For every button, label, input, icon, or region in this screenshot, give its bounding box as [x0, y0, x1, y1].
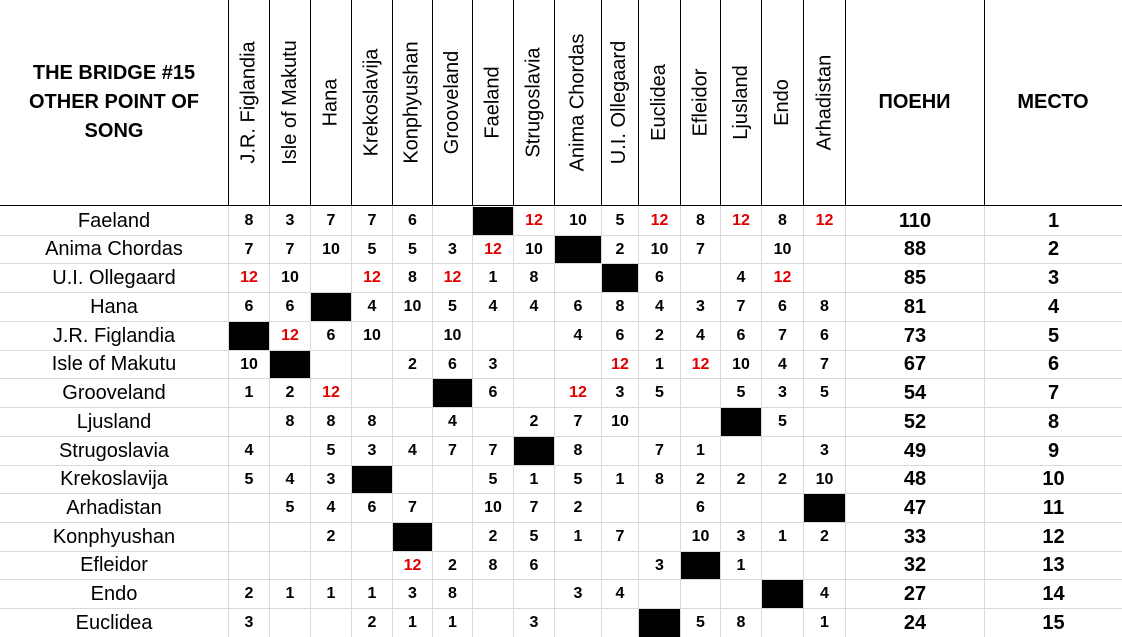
score-cell: 1	[367, 585, 377, 602]
score-cell: 5	[244, 470, 254, 488]
self-vote-blocked-cell	[639, 609, 680, 637]
column-header-label: Euclidea	[648, 64, 670, 141]
row-place: 13	[1042, 554, 1065, 576]
score-cell: 4	[488, 298, 498, 315]
score-cell: 5	[615, 212, 625, 229]
score-cell: 6	[408, 212, 417, 229]
score-cell: 3	[696, 298, 705, 315]
column-header-grooveland	[433, 0, 472, 205]
column-header-label: Konphyushan	[401, 41, 424, 164]
score-cell: 6	[615, 327, 625, 344]
score-cell: 8	[488, 556, 498, 574]
score-cell: 8	[408, 269, 417, 286]
score-cell: 7	[408, 499, 417, 516]
score-cell: 7	[285, 240, 295, 258]
score-cell: 5	[655, 384, 664, 401]
column-header-efleidor	[681, 0, 720, 205]
score-cell: 6	[778, 298, 787, 315]
column-header-j-r-figlandia	[229, 0, 269, 205]
score-cell: 1	[529, 470, 539, 488]
score-cell: 4	[408, 442, 417, 459]
score-cell: 8	[615, 298, 625, 315]
row-country-name: Anima Chordas	[45, 238, 183, 260]
score-cell: 8	[736, 614, 746, 631]
score-cell: 8	[820, 298, 829, 315]
score-cell: 3	[488, 355, 498, 373]
score-cell: 10	[650, 240, 669, 258]
row-country-name: Ljusland	[76, 410, 152, 433]
row-total-points: 81	[903, 295, 927, 318]
score-cell: 1	[448, 614, 457, 631]
row-total-points: 52	[903, 410, 927, 433]
column-header-hana	[311, 0, 351, 205]
self-vote-blocked-cell	[721, 408, 761, 436]
score-cell: 6	[655, 269, 664, 286]
column-header-arhadistan	[804, 0, 845, 205]
score-cell: 1	[655, 355, 664, 373]
column-header-label: Grooveland	[441, 50, 463, 155]
self-vote-blocked-cell	[514, 437, 554, 465]
points-header: ПОЕНИ	[878, 91, 951, 113]
column-header-label: Krekoslavija	[360, 48, 383, 157]
row-total-points: 85	[903, 266, 927, 289]
column-header-anima-chordas	[555, 0, 601, 205]
score-cell: 5	[736, 384, 746, 401]
row-total-points: 49	[903, 439, 927, 462]
row-country-name: Efleidor	[80, 554, 148, 576]
score-cell: 10	[443, 327, 462, 344]
column-header-label: Strugoslavia	[522, 47, 545, 158]
score-cell: 1	[820, 614, 829, 631]
row-place: 11	[1042, 496, 1065, 519]
score-cell: 10	[773, 240, 792, 258]
score-cell: 2	[615, 240, 625, 258]
row-total-points: 48	[903, 468, 927, 490]
score-cell: 6	[326, 327, 336, 344]
score-cell: 10	[240, 355, 258, 373]
row-place: 7	[1047, 381, 1060, 404]
column-header-label: Anima Chordas	[566, 33, 589, 172]
score-cell: 3	[367, 442, 377, 459]
score-cell: 3	[573, 585, 583, 602]
title-line-2: OTHER POINT OF	[29, 91, 199, 113]
row-country-name: J.R. Figlandia	[52, 324, 176, 347]
score-cell: 3	[529, 614, 539, 631]
column-header-konphyushan	[393, 0, 432, 205]
score-cell: 12	[611, 355, 629, 373]
row-place: 6	[1047, 353, 1060, 375]
score-cell: 12	[281, 327, 299, 344]
header-bottom-border	[0, 205, 1122, 206]
row-total-points: 67	[903, 353, 927, 375]
score-cell: 10	[569, 212, 587, 229]
grid-column-line	[803, 206, 804, 637]
row-total-points: 73	[903, 324, 927, 347]
score-cell: 1	[615, 470, 625, 488]
score-cell: 7	[696, 240, 705, 258]
score-cell: 7	[326, 212, 336, 229]
self-vote-blocked-cell	[270, 351, 310, 378]
self-vote-blocked-cell	[555, 236, 601, 263]
column-header-endo	[762, 0, 803, 205]
score-cell: 3	[615, 384, 625, 401]
score-cell: 4	[736, 269, 746, 286]
score-cell: 12	[732, 212, 750, 229]
score-cell: 2	[244, 585, 254, 602]
row-total-points: 47	[903, 496, 927, 519]
score-cell: 2	[736, 470, 746, 488]
score-cell: 4	[820, 585, 829, 602]
table-title	[0, 0, 228, 205]
score-cell: 4	[448, 413, 457, 430]
column-header-label: Hana	[319, 78, 342, 127]
row-total-points: 33	[903, 525, 927, 548]
score-cell: 4	[778, 355, 787, 373]
score-cell: 5	[408, 240, 417, 258]
column-header-faeland	[473, 0, 513, 205]
row-country-name: Konphyushan	[52, 525, 176, 548]
column-header-label: Faeland	[481, 66, 504, 139]
score-cell: 5	[696, 614, 705, 631]
score-cell: 5	[367, 240, 377, 258]
row-country-name: Krekoslavija	[60, 468, 168, 490]
row-country-name: Faeland	[77, 209, 151, 232]
score-cell: 6	[367, 499, 377, 516]
score-cell: 7	[448, 442, 457, 459]
score-cell: 8	[326, 413, 336, 430]
score-cell: 7	[615, 528, 625, 545]
header-column-divider	[845, 0, 846, 205]
self-vote-blocked-cell	[804, 494, 845, 522]
score-cell: 5	[573, 470, 583, 488]
score-cell: 2	[820, 528, 829, 545]
score-cell: 3	[778, 384, 787, 401]
score-cell: 3	[736, 528, 746, 545]
score-cell: 8	[696, 212, 705, 229]
row-country-name: Strugoslavia	[58, 439, 170, 462]
score-cell: 10	[732, 355, 750, 373]
row-place: 2	[1047, 238, 1060, 260]
score-cell: 12	[322, 384, 340, 401]
score-cell: 2	[448, 556, 457, 574]
score-cell: 1	[573, 528, 583, 545]
score-cell: 6	[736, 327, 746, 344]
self-vote-blocked-cell	[762, 580, 803, 608]
header-place-divider	[984, 0, 985, 205]
score-cell: 8	[285, 413, 295, 430]
row-place: 9	[1047, 439, 1060, 462]
self-vote-blocked-cell	[229, 322, 269, 350]
score-cell: 1	[778, 528, 787, 545]
row-total-points: 88	[903, 238, 927, 260]
row-place: 3	[1047, 266, 1060, 289]
place-header: МЕСТО	[1017, 91, 1089, 113]
score-cell: 8	[367, 413, 377, 430]
score-cell: 3	[448, 240, 457, 258]
score-cell: 8	[529, 269, 539, 286]
score-cell: 2	[529, 413, 539, 430]
score-cell: 2	[573, 499, 583, 516]
score-cell: 1	[285, 585, 295, 602]
score-cell: 5	[529, 528, 539, 545]
row-country-name: Arhadistan	[66, 496, 162, 519]
score-cell: 1	[408, 614, 417, 631]
score-cell: 6	[696, 499, 705, 516]
score-cell: 12	[443, 269, 462, 286]
row-place: 4	[1047, 295, 1060, 318]
score-cell: 7	[736, 298, 746, 315]
self-vote-blocked-cell	[433, 379, 472, 407]
row-place: 14	[1042, 582, 1065, 605]
score-cell: 2	[655, 327, 664, 344]
row-place: 8	[1047, 410, 1060, 433]
score-cell: 5	[285, 499, 295, 516]
score-cell: 5	[820, 384, 829, 401]
score-cell: 3	[408, 585, 417, 602]
score-cell: 4	[367, 298, 377, 315]
column-header-label: Endo	[771, 79, 793, 126]
score-cell: 2	[696, 470, 705, 488]
score-cell: 3	[244, 614, 254, 631]
score-cell: 7	[573, 413, 583, 430]
self-vote-blocked-cell	[681, 552, 720, 579]
title-line-3: SONG	[84, 120, 144, 142]
score-cell: 8	[655, 470, 664, 488]
score-cell: 12	[569, 384, 587, 401]
score-cell: 2	[326, 528, 336, 545]
score-cell: 5	[448, 298, 457, 315]
score-cell: 10	[322, 240, 340, 258]
score-cell: 6	[244, 298, 254, 315]
row-place: 5	[1047, 324, 1060, 347]
score-cell: 7	[488, 442, 498, 459]
score-cell: 4	[529, 298, 539, 315]
score-cell: 4	[285, 470, 295, 488]
column-header-strugoslavia	[514, 0, 554, 205]
score-cell: 4	[655, 298, 664, 315]
row-total-points: 32	[903, 554, 927, 576]
row-place: 15	[1042, 611, 1065, 634]
score-cell: 8	[778, 212, 787, 229]
row-total-points: 24	[903, 611, 927, 634]
column-header-label: Arhadistan	[813, 54, 835, 151]
score-cell: 6	[820, 327, 829, 344]
score-cell: 2	[778, 470, 787, 488]
score-cell: 10	[525, 240, 543, 258]
row-country-name: Euclidea	[75, 611, 153, 634]
column-header-ljusland	[721, 0, 761, 205]
score-cell: 3	[285, 212, 295, 229]
score-cell: 4	[326, 499, 336, 516]
score-cell: 12	[484, 240, 502, 258]
score-cell: 12	[815, 212, 834, 229]
score-cell: 5	[488, 470, 498, 488]
score-cell: 4	[615, 585, 625, 602]
score-cell: 5	[778, 413, 787, 430]
row-place: 1	[1047, 209, 1060, 232]
score-cell: 4	[573, 327, 583, 344]
score-cell: 6	[529, 556, 539, 574]
column-header-u-i-ollegaard	[602, 0, 638, 205]
score-cell: 7	[655, 442, 664, 459]
score-cell: 7	[367, 212, 377, 229]
column-header-label: J.R. Figlandia	[237, 41, 260, 164]
score-cell: 2	[408, 355, 417, 373]
row-total-points: 110	[898, 209, 932, 232]
score-cell: 2	[285, 384, 295, 401]
score-cell: 6	[488, 384, 498, 401]
score-cell: 10	[363, 327, 381, 344]
row-country-name: Endo	[90, 582, 138, 605]
score-cell: 10	[611, 413, 629, 430]
score-cell: 3	[820, 442, 829, 459]
score-cell: 8	[448, 585, 457, 602]
score-cell: 12	[525, 212, 543, 229]
score-cell: 6	[285, 298, 295, 315]
column-header-label: Isle of Makutu	[278, 40, 301, 165]
column-header-isle-of-makutu	[270, 0, 310, 205]
row-country-name: Isle of Makutu	[51, 353, 177, 375]
self-vote-blocked-cell	[393, 523, 432, 551]
score-cell: 2	[488, 528, 498, 545]
row-place: 12	[1042, 525, 1065, 548]
score-cell: 8	[244, 212, 254, 229]
title-line-1: THE BRIDGE #15	[32, 62, 196, 84]
score-cell: 1	[326, 585, 336, 602]
row-place: 10	[1042, 468, 1065, 490]
score-cell: 5	[326, 442, 336, 459]
score-cell: 12	[650, 212, 669, 229]
score-cell: 6	[448, 355, 457, 373]
column-header-euclidea	[639, 0, 680, 205]
score-cell: 10	[691, 528, 710, 545]
column-header-label: U.I. Ollegaard	[608, 40, 631, 165]
score-cell: 6	[573, 298, 583, 315]
score-cell: 7	[244, 240, 254, 258]
row-country-name: U.I. Ollegaard	[52, 266, 176, 289]
score-cell: 7	[529, 499, 539, 516]
score-cell: 3	[655, 556, 664, 574]
score-cell: 10	[815, 470, 834, 488]
row-country-name: Grooveland	[62, 381, 166, 404]
score-cell: 12	[773, 269, 792, 286]
score-cell: 10	[403, 298, 422, 315]
score-cell: 10	[281, 269, 299, 286]
score-cell: 1	[244, 384, 254, 401]
score-cell: 12	[403, 556, 422, 574]
score-cell: 8	[573, 442, 583, 459]
score-cell: 7	[778, 327, 787, 344]
row-total-points: 54	[903, 381, 927, 404]
row-total-points: 27	[903, 582, 927, 605]
score-cell: 1	[736, 556, 746, 574]
row-country-name: Hana	[90, 295, 138, 318]
score-cell: 12	[363, 269, 381, 286]
column-header-krekoslavija	[352, 0, 392, 205]
score-cell: 1	[488, 269, 498, 286]
score-cell: 12	[240, 269, 258, 286]
score-cell: 3	[326, 470, 336, 488]
score-cell: 12	[691, 355, 710, 373]
score-cell: 2	[367, 614, 377, 631]
column-header-label: Efleidor	[689, 68, 711, 137]
self-vote-blocked-cell	[473, 207, 513, 235]
self-vote-blocked-cell	[602, 264, 638, 292]
score-cell: 1	[696, 442, 705, 459]
column-header-label: Ljusland	[729, 65, 752, 140]
self-vote-blocked-cell	[352, 466, 392, 493]
score-cell: 4	[696, 327, 705, 344]
score-cell: 7	[820, 355, 829, 373]
score-cell: 10	[484, 499, 502, 516]
self-vote-blocked-cell	[311, 293, 351, 321]
score-cell: 4	[244, 442, 254, 459]
